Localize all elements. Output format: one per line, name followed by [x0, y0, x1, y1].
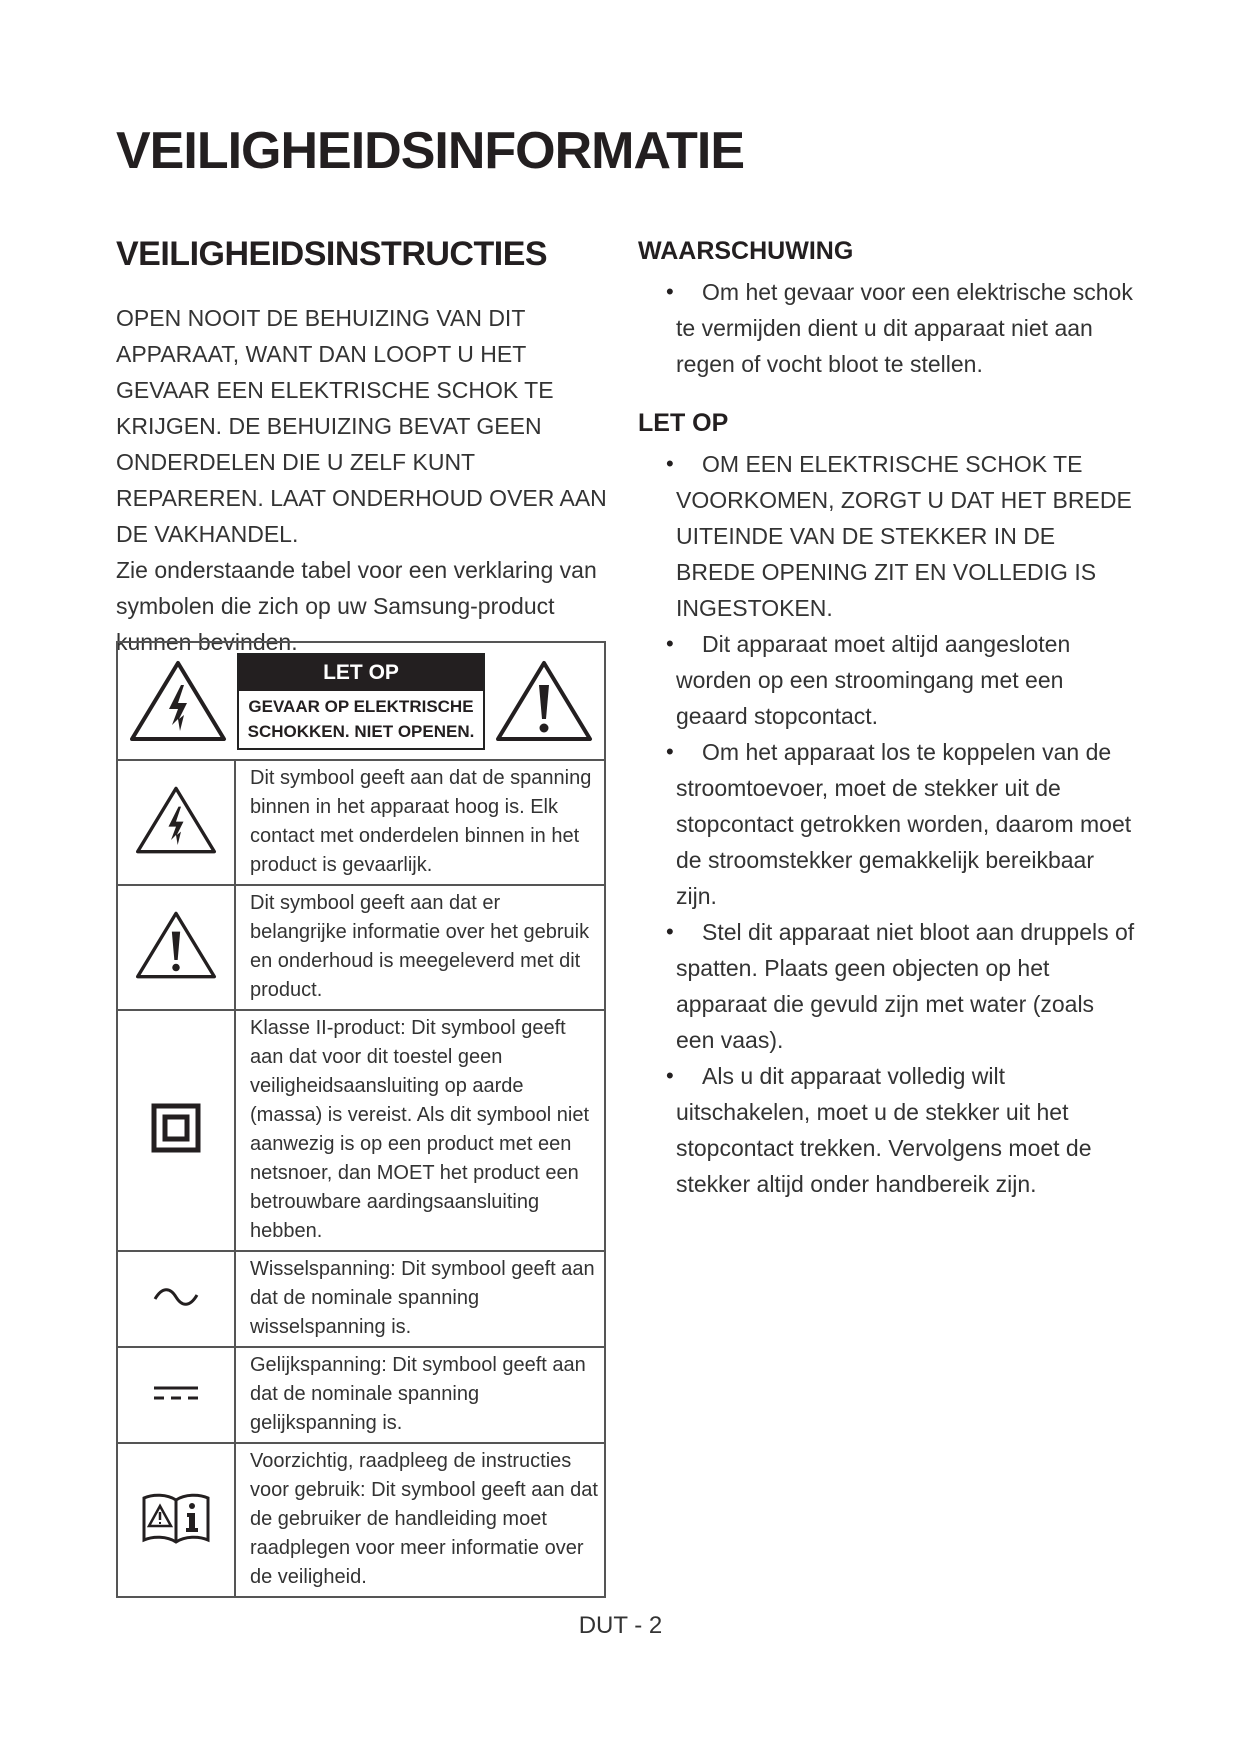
- warning-list: [638, 274, 1138, 382]
- section-title: VEILIGHEIDSINSTRUCTIES: [116, 235, 548, 273]
- symbol-description: Gelijkspanning: Dit symbool geeft aan dat de nominale spanning gelijkspanning is.: [235, 1347, 605, 1443]
- high-voltage-icon: [128, 659, 228, 743]
- list-item: • Als u dit apparaat volledig wilt uitschakelen, moet u de stekker uit het stopcontact trekken. Vervolgens moet de stekker altijd onder handbereik zijn.: [638, 1058, 1138, 1202]
- list-item: • Stel dit apparaat niet bloot aan druppels of spatten. Plaats geen objecten op het apparaat die gevuld zijn met water (zoals een vaas).: [638, 914, 1138, 1058]
- table-row: [117, 760, 605, 885]
- list-item: • Dit apparaat moet altijd aangesloten worden op een stroomingang met een geaard stopcontact.: [638, 626, 1138, 734]
- list-item: • OM EEN ELEKTRISCHE SCHOK TE VOORKOMEN, ZORGT U DAT HET BREDE UITEINDE VAN DE STEKKER IN DE BREDE OPENING ZIT EN VOLLEDIG IS INGESTOKEN.: [638, 446, 1138, 626]
- caution-label-box: [237, 653, 485, 750]
- exclamation-icon: [494, 659, 594, 743]
- page-title: VEILIGHEIDSINFORMATIE: [116, 122, 745, 180]
- caution-list: [638, 446, 1138, 1202]
- exclamation-icon: [134, 910, 218, 980]
- housing-warning-text: OPEN NOOIT DE BEHUIZING VAN DIT APPARAAT, WANT DAN LOOPT U HET GEVAAR EEN ELEKTRISCHE SCHOK TE KRIJGEN. DE BEHUIZING BEVAT GEEN ONDERDELEN DIE U ZELF KUNT REPAREREN. LAAT ONDERHOUD OVER AAN DE VAKHANDEL.: [116, 305, 607, 547]
- list-item: • Om het apparaat los te koppelen van de stroomtoevoer, moet de stekker uit de stopcontact getrokken worden, daarom moet de stroomstekker gemakkelijk bereikbaar zijn.: [638, 734, 1138, 914]
- caution-label: LET OP: [239, 655, 483, 691]
- high-voltage-icon: [134, 785, 218, 855]
- table-row: [117, 885, 605, 1010]
- table-row: [117, 1443, 605, 1597]
- manual-icon: [141, 1492, 211, 1544]
- symbol-description: Dit symbool geeft aan dat de spanning binnen in het apparaat hoog is. Elk contact met onderdelen binnen in het product is gevaarlijk.: [235, 760, 605, 885]
- table-row: [117, 1347, 605, 1443]
- safety-instructions-section: [116, 230, 612, 660]
- table-row: [117, 1251, 605, 1347]
- symbol-table: [116, 641, 606, 1598]
- symbol-description: Klasse II-product: Dit symbool geeft aan dat voor dit toestel geen veiligheidsaansluiting op aarde (massa) is vereist. Als dit symbool niet aanwezig is op een product met een netsnoer, dan MOET het product een betrouwbare aardingsaansluiting hebben.: [235, 1010, 605, 1251]
- ac-icon: [152, 1287, 200, 1307]
- table-row: [117, 1010, 605, 1251]
- symbol-description: Dit symbool geeft aan dat er belangrijke informatie over het gebruik en onderhoud is meegeleverd met dit product.: [235, 885, 605, 1010]
- dc-icon: [152, 1385, 200, 1401]
- warnings-column: [638, 232, 1138, 1224]
- symbol-description: Voorzichtig, raadpleeg de instructies voor gebruik: Dit symbool geeft aan dat de gebruiker de handleiding moet raadplegen voor meer informatie over de veiligheid.: [235, 1443, 605, 1597]
- caution-title: LET OP: [638, 409, 729, 437]
- symbol-intro-text: Zie onderstaande tabel voor een verklaring van symbolen die zich op uw Samsung-product kunnen bevinden.: [116, 557, 597, 655]
- symbol-description: Wisselspanning: Dit symbool geeft aan dat de nominale spanning wisselspanning is.: [235, 1251, 605, 1347]
- caution-sublabel: GEVAAR OP ELEKTRISCHE SCHOKKEN. NIET OPENEN.: [247, 696, 475, 741]
- warning-title: WAARSCHUWING: [638, 237, 854, 265]
- page-number: DUT - 2: [578, 1612, 663, 1639]
- list-item: • Om het gevaar voor een elektrische schok te vermijden dient u dit apparaat niet aan regen of vocht bloot te stellen.: [638, 274, 1138, 382]
- class-ii-icon: [151, 1103, 201, 1153]
- symbol-table-header-row: [117, 642, 605, 760]
